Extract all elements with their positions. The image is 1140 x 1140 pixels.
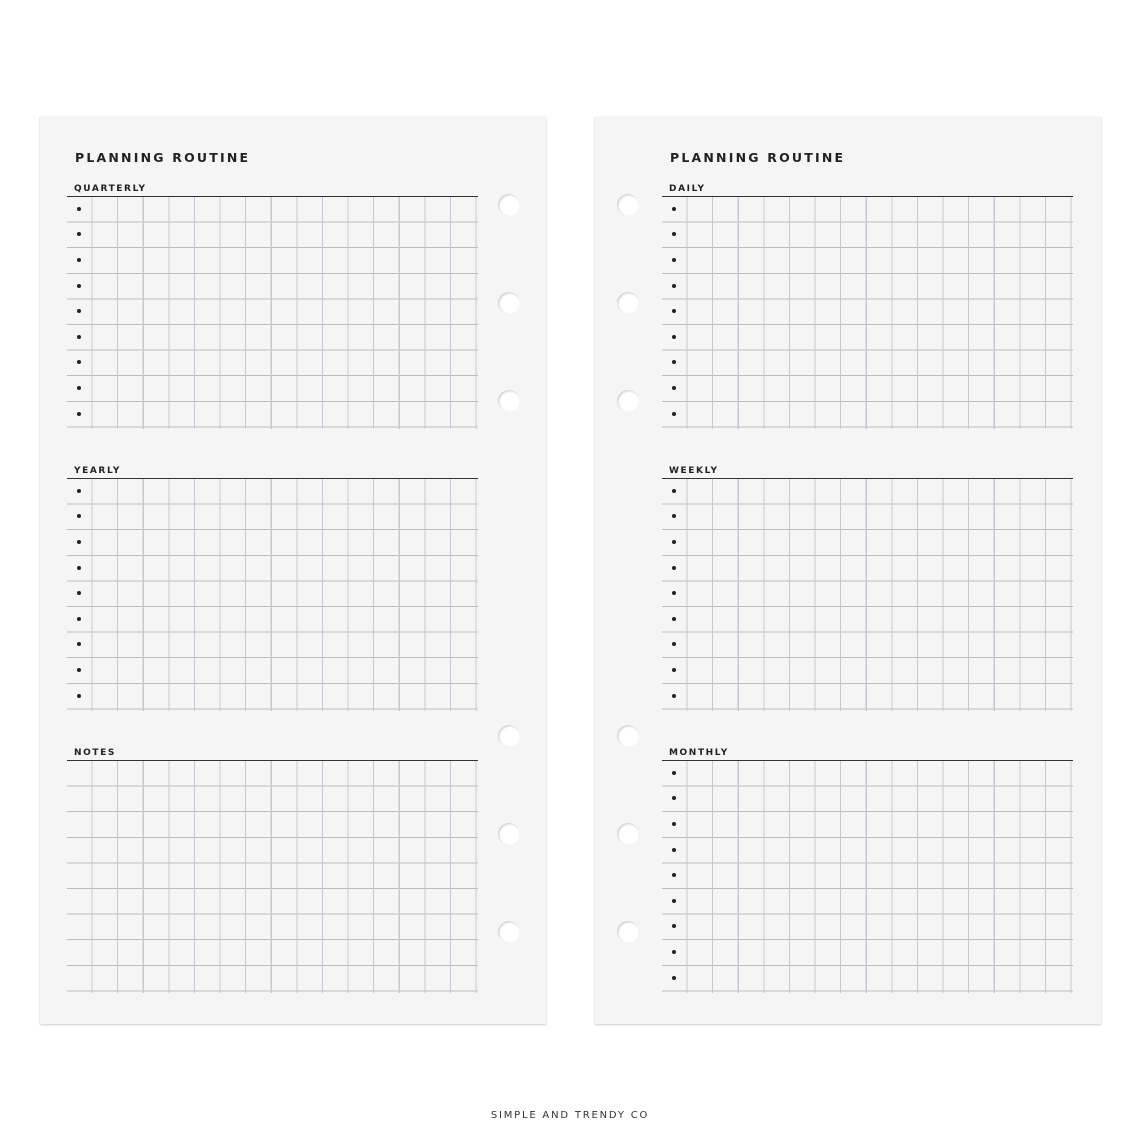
bullet-icon (77, 489, 81, 493)
section-daily (662, 184, 1073, 434)
punch-hole (617, 725, 639, 747)
bullet-icon (77, 566, 81, 570)
bullet-icon (672, 207, 676, 211)
section-weekly (662, 466, 1073, 716)
bullet-icon (672, 848, 676, 852)
bullet-icon (77, 412, 81, 416)
section-label: YEARLY (74, 466, 122, 476)
bullet-icon (672, 284, 676, 288)
bullet-icon (77, 335, 81, 339)
grid (67, 196, 478, 429)
punch-hole (617, 921, 639, 943)
bullet-icon (672, 617, 676, 621)
bullet-icon (672, 335, 676, 339)
bullet-icon (672, 668, 676, 672)
bullet-icon (672, 771, 676, 775)
bullet-icon (672, 540, 676, 544)
bullet-icon (77, 386, 81, 390)
bullet-icon (672, 899, 676, 903)
punch-hole (498, 921, 520, 943)
grid (662, 760, 1073, 993)
punch-hole (617, 194, 639, 216)
bullet-icon (77, 668, 81, 672)
brand-footer: SIMPLE AND TRENDY CO (490, 1110, 650, 1121)
bullet-icon (672, 950, 676, 954)
bullet-icon (672, 258, 676, 262)
bullet-icon (672, 694, 676, 698)
punch-hole (498, 194, 520, 216)
page-title: PLANNING ROUTINE (670, 150, 846, 165)
punch-hole (617, 390, 639, 412)
bullet-icon (672, 566, 676, 570)
section-label: MONTHLY (669, 748, 729, 758)
bullet-icon (672, 822, 676, 826)
planner-page-left (40, 117, 546, 1024)
bullet-icon (672, 386, 676, 390)
bullet-icon (77, 207, 81, 211)
punch-hole (498, 292, 520, 314)
section-notes (67, 748, 478, 998)
section-label: NOTES (74, 748, 116, 758)
section-label: DAILY (669, 184, 706, 194)
bullet-icon (672, 489, 676, 493)
punch-hole (498, 390, 520, 412)
section-yearly (67, 466, 478, 716)
bullet-icon (672, 412, 676, 416)
bullet-icon (77, 617, 81, 621)
bullet-icon (77, 284, 81, 288)
section-label: QUARTERLY (74, 184, 147, 194)
page-title: PLANNING ROUTINE (75, 150, 251, 165)
punch-hole (617, 823, 639, 845)
section-quarterly (67, 184, 478, 434)
grid (662, 196, 1073, 429)
bullet-icon (672, 976, 676, 980)
grid (67, 760, 478, 993)
grid (662, 478, 1073, 711)
punch-hole (498, 725, 520, 747)
punch-hole (498, 823, 520, 845)
planner-page-right (595, 117, 1101, 1024)
bullet-icon (77, 258, 81, 262)
section-label: WEEKLY (669, 466, 719, 476)
punch-hole (617, 292, 639, 314)
section-monthly (662, 748, 1073, 998)
grid (67, 478, 478, 711)
bullet-icon (77, 694, 81, 698)
bullet-icon (77, 540, 81, 544)
